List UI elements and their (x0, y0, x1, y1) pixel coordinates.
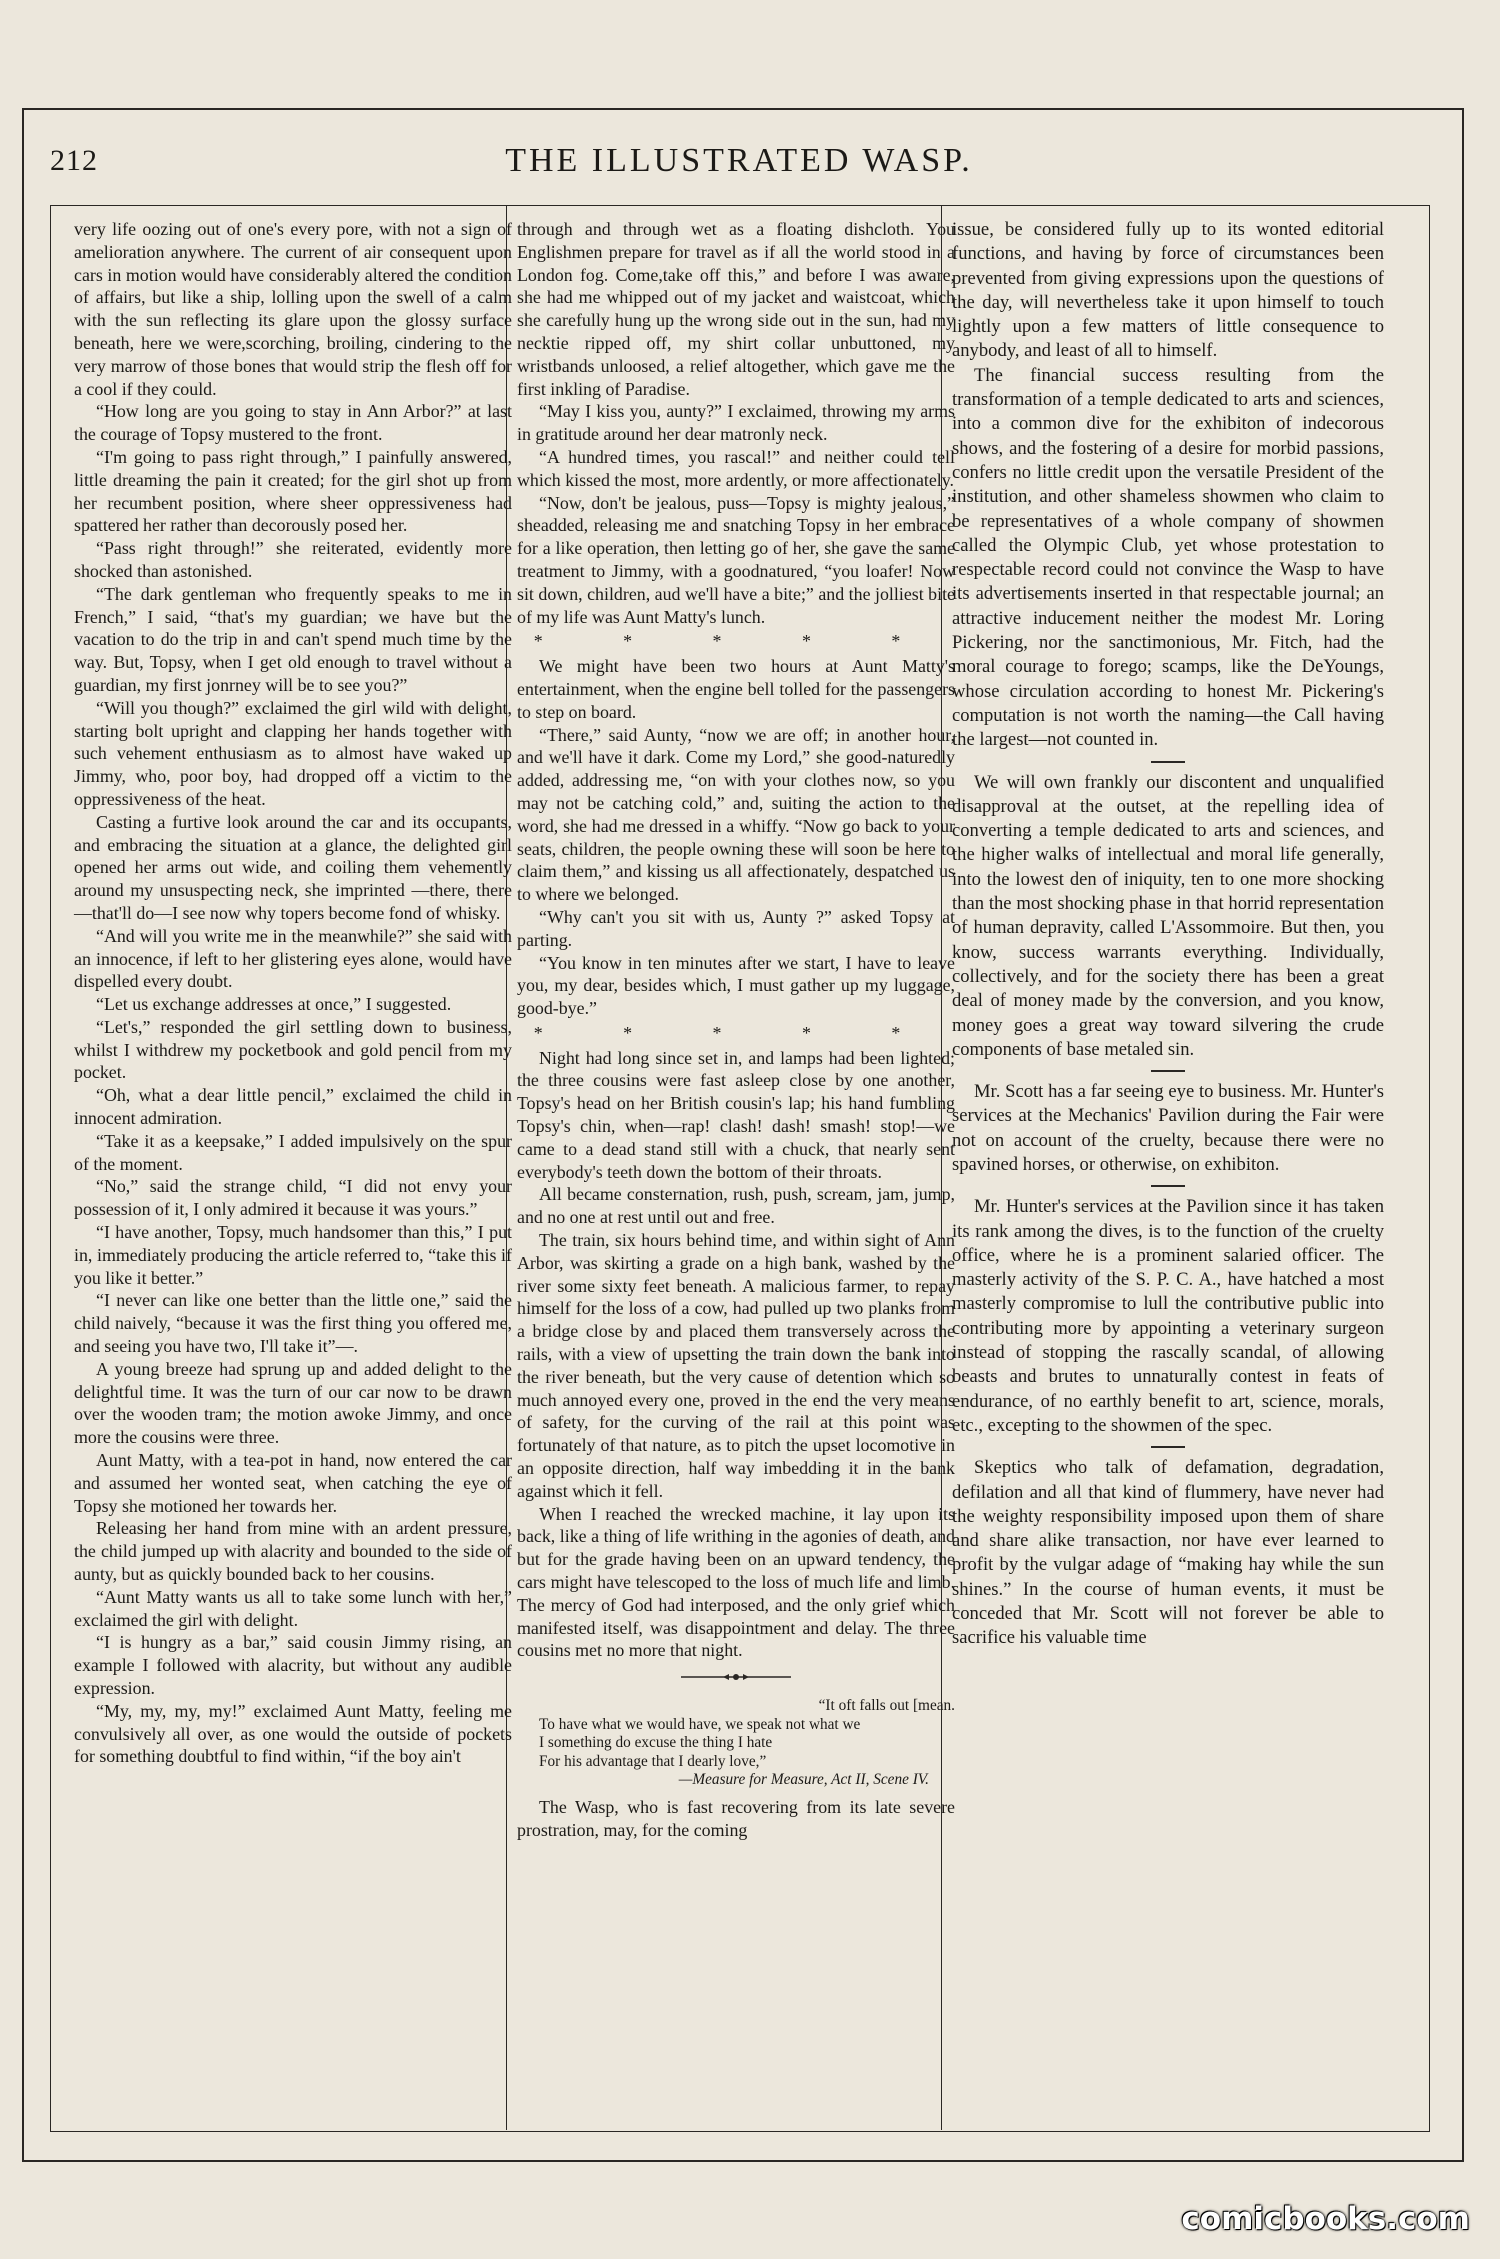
paragraph: All became consternation, rush, push, scream, jam, jump, and no one at rest until out and free. (517, 1184, 955, 1228)
paragraph: The train, six hours behind time, and within sight of Ann Arbor, was skirting a grade on a high bank, washed by the river some sixty feet beneath. A malicious farmer, to repay himself for the loss of a cow, had pulled up two planks from a bridge close by and placed them transversely across the rails, with a view of upsetting the train down the bank into the river beneath, but the very cause of detention which so much annoyed every one, proved in the end the very means of safety, for the curving of the rail at this point was fortunately of that nature, as to pitch the upset locomotive in an opposite direction, half way imbedding it in the bank against which it fell. (517, 1230, 955, 1501)
paragraph: Casting a furtive look around the car and its occupants, and embracing the situation at a glance, the delighted girl opened her arms out wide, and coiling them vehemently around my unsuspecting neck, she imprinted —there, there—that'll do—I see now why topers become fond of whisky. (74, 811, 512, 923)
paragraph: A young breeze had sprung up and added delight to the delightful time. It was the turn of our car now to be drawn over the wooden tram; the motion awoke Jimmy, and once more the cousins were three. (74, 1358, 512, 1448)
paragraph: “Now, don't be jealous, puss—Topsy is mighty jealous,” sheadded, releasing me and snatching Topsy in her embrace for a like operation, then letting go of her, she gave the same treatment to Jimmy, with a goodnatured, “you loafer! Now sit down, children, aud we'll have a bite;” and the jolliest bite of my life was Aunt Matty's lunch. (517, 492, 955, 627)
paragraph: “No,” said the strange child, “I did not envy your possession of it, I only admired it because it was yours.” (74, 1176, 512, 1220)
paragraph: “My, my, my, my!” exclaimed Aunt Matty, feeling me convulsively all over, as one would the outside of pockets for something doubtful to find within, “if the boy ain't (74, 1700, 512, 1767)
paragraph: “I'm going to pass right through,” I painfully answered, little dreaming the pain it created; for the girl shot up from her recumbent position, where sheer oppressiveness had spattered her rather than decorously posed her. (74, 446, 512, 536)
site-watermark: comicbooks.com (1181, 2201, 1470, 2237)
paragraph: “How long are you going to stay in Ann Arbor?” at last the courage of Topsy mustered to the front. (74, 401, 512, 445)
section-divider (1151, 1070, 1185, 1072)
paragraph: “A hundred times, you rascal!” and neither could tell which kissed the most, more ardently, or more affectionately. (517, 446, 955, 490)
paragraph: Releasing her hand from mine with an ardent pressure, the child jumped up with alacrity and bounded to the side of aunty, but as quickly bounded back to her cousins. (74, 1518, 512, 1585)
paragraph: “And will you write me in the meanwhile?” she said with an innocence, if left to her glistering eyes alone, would have dispelled every doubt. (74, 925, 512, 992)
column-3 (952, 218, 1384, 1651)
epigraph-line: For his advantage that I dearly love,” (539, 1752, 767, 1770)
page-header (50, 140, 1428, 188)
page-number: 212 (50, 144, 98, 177)
ornament-divider (517, 1668, 955, 1691)
column-1 (74, 218, 512, 1768)
paragraph: “I never can like one better than the little one,” said the child naively, “because it was the first thing you offered me, and seeing you have two, I'll take it”—. (74, 1290, 512, 1357)
paragraph: through and through wet as a floating dishcloth. You Englishmen prepare for travel as if all the world stood in a London fog. Come,take off this,” and before I was aware, she had me whipped out of my jacket and waistcoat, which she carefully hung up the wrong side out in the sun, had my necktie ripped off, my shirt collar unbuttoned, my wristbands unloosed, a relief altogether, which gave me the first inkling of Paradise. (517, 219, 955, 399)
epigraph-line: To have what we would have, we speak not what we (539, 1715, 861, 1733)
page-title: THE ILLUSTRATED WASP. (505, 142, 973, 179)
paragraph: “I is hungry as a bar,” said cousin Jimmy rising, an example I followed with alacrity, but without any audible expression. (74, 1632, 512, 1698)
paragraph: Aunt Matty, with a tea-pot in hand, now entered the car and assumed her wonted seat, when catching the eye of Topsy she motioned her towards her. (74, 1450, 512, 1516)
paragraph: “The dark gentleman who frequently speaks to me in French,” I said, “that's my guardian; we have but the vacation to do the trip in and can't spend much time by the way. But, Topsy, when I get old enough to travel without a guardian, my first jonrney will be to see you?” (74, 583, 512, 695)
paragraph: The Wasp, who is fast recovering from its late severe prostration, may, for the coming (517, 1796, 955, 1840)
epigraph-line: “It oft falls out [mean. (818, 1697, 955, 1714)
paragraph: We might have been two hours at Aunt Matty's entertainment, when the engine bell tolled for the passengers to step on board. (517, 656, 955, 722)
paragraph: “I have another, Topsy, much handsomer than this,” I put in, immediately producing the article referred to, “take this if you like it better.” (74, 1222, 512, 1288)
epigraph-line: I something do excuse the thing I hate (539, 1734, 773, 1752)
paragraph: “Oh, what a dear little pencil,” exclaimed the child in innocent admiration. (74, 1085, 512, 1129)
paragraph: “You know in ten minutes after we start, I have to leave you, my dear, besides which, I must gather up my luggage, good-bye.” (517, 952, 955, 1019)
paragraph: very life oozing out of one's every pore, with not a sign of amelioration anywhere. The current of air consequent upon cars in motion would have considerably altered the condition of affairs, but like a ship, lolling upon the swell of a calm with the sun reflecting its glare upon the glossy surface beneath, here we were,scorching, broiling, cindering to the very marrow of those bones that would strip the flesh off for a cool if they could. (74, 219, 512, 399)
column-2 (517, 218, 955, 1842)
paragraph: “Will you though?” exclaimed the girl wild with delight, starting bolt upright and clapping her hands together with such vehement enthusiasm as to almost have waked up Jimmy, who, poor boy, had dropped off a victim to the oppressiveness of the heat. (74, 697, 512, 809)
section-divider (1151, 1185, 1185, 1187)
paragraph: The financial success resulting from the transformation of a temple dedicated to arts and sciences, into a common dive for the exhibiton of indecorous shows, and the fostering of a desire for morbid passions, confers no little credit upon the versatile President of the institution, and other shameless showmen who claim to be representatives of a whole company of showmen called the Olympic Club, yet whose protestation to respectable record could not convince the Wasp to have its advertisements inserted in that respectable journal; an attractive inducement neither the modest Mr. Loring Pickering, nor the sanctimonious, Mr. Fitch, had the moral courage to forego; scamps, like the DeYoungs, whose circulation according to honest Mr. Pickering's computation is not worth the naming—the Call having the largest—not counted in. (952, 364, 1384, 751)
section-break-stars: * * * * * (533, 631, 939, 652)
paragraph: issue, be considered fully up to its wonted editorial functions, and having by force of circumstances been prevented from giving expressions upon the questions of the day, will nevertheless take it upon himself to touch lightly upon a few matters of little consequence to anybody, and least of all to himself. (952, 219, 1384, 362)
epigraph-attribution: —Measure for Measure, Act II, Scene IV. (678, 1771, 929, 1789)
paragraph: When I reached the wrecked machine, it lay upon its back, like a thing of life writhing in the agonies of death, and but for the grade having been on an upward tendency, the cars might have telescoped to the loss of much life and limb. The mercy of God had interposed, and the only grief which manifested itself, was disappointment and delay. The three cousins met no more that night. (517, 1503, 955, 1661)
paragraph: “Aunt Matty wants us all to take some lunch with her,” exclaimed the girl with delight. (74, 1586, 512, 1630)
paragraph: We will own frankly our discontent and unqualified disapproval at the outset, at the repelling idea of converting a temple dedicated to arts and sciences, and the higher walks of intellectual and moral life generally, into the lowest den of iniquity, ten to one more shocking than the most shocking phase in that horrid representation of human depravity, called L'Assommoire. But then, you know, success warrants everything. Individually, collectively, and for the society there has been a great deal of money made by the conversion, and you know, money goes a great way toward silvering the crude components of base metaled sin. (952, 771, 1384, 1060)
paragraph: Night had long since set in, and lamps had been lighted; the three cousins were fast asleep close by one another, Topsy's head on her British cousin's lap; his hand fumbling Topsy's chin, when—rap! clash! dash! smash! stop!—we came to a dead stand still with a chuck, that nearly sent everybody's teeth down the bottom of their throats. (517, 1047, 955, 1182)
section-divider (1151, 761, 1185, 763)
paragraph: “Why can't you sit with us, Aunty ?” asked Topsy at parting. (517, 906, 955, 950)
paragraph: “May I kiss you, aunty?” I exclaimed, throwing my arms in gratitude around her dear matronly neck. (517, 401, 955, 445)
paragraph: “There,” said Aunty, “now we are off; in another hour, and we'll have it dark. Come my Lord,” she good-naturedly added, addressing me, “on with your clothes now, so you may not be catching cold,” and, suiting the action to the word, she had me dressed in a whiffy. “Now go back to your seats, children, the people owning these will soon be here to claim them,” and kissing us all affectionately, despatched us to where we belonged. (517, 724, 955, 905)
paragraph: Mr. Hunter's services at the Pavilion since it has taken its rank among the dives, is to the function of the cruelty office, where he is a prominent salaried officer. The masterly activity of the S. P. C. A., have hatched a most masterly compromise to lull the contributive public into contributing more by appointing a veterinary surgeon instead of stopping the rascally scandal, of allowing beasts and brutes to unnaturally contest in feats of endurance, of no earthly benefit to art, science, morals, etc., excepting to the showmen of the spec. (952, 1196, 1384, 1436)
section-divider (1151, 1446, 1185, 1448)
paragraph: “Pass right through!” she reiterated, evidently more shocked than astonished. (74, 538, 512, 581)
section-break-stars: * * * * * (533, 1022, 939, 1043)
paragraph: Skeptics who talk of defamation, degradation, defilation and all that kind of flummery, have never had the weighty responsibility imposed upon them of share and share alike transaction, nor have ever learned to profit by the vulgar adage of “making hay while the sun shines.” In the course of human events, it must be conceded that Mr. Scott will not forever be able to sacrifice his valuable time (952, 1457, 1384, 1649)
paragraph: “Let's,” responded the girl settling down to business, whilst I withdrew my pocketbook and gold pencil from my pocket. (74, 1016, 512, 1083)
paragraph: “Take it as a keepsake,” I added impulsively on the spur of the moment. (74, 1130, 512, 1174)
paragraph: Mr. Scott has a far seeing eye to business. Mr. Hunter's services at the Mechanics' Pavilion during the Fair were not on account of the cruelty, because there were no spavined horses, or otherwise, on exhibiton. (952, 1081, 1384, 1175)
paragraph: “Let us exchange addresses at once,” I suggested. (96, 994, 452, 1015)
